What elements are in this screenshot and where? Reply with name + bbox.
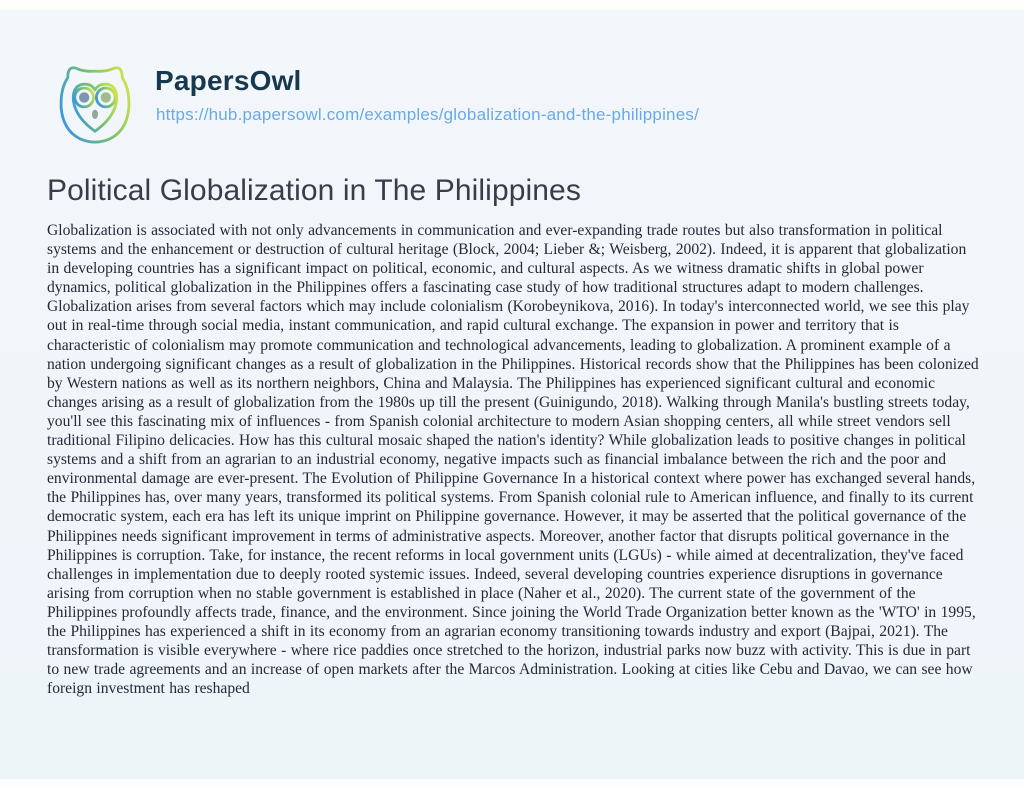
bottom-white-strip xyxy=(0,779,1024,786)
essay-body-text: Globalization is associated with not only advancements in communication and ever-expanding trade routes but also transformation in political systems and the enhancement or destruction of cultural heritage (Block, 2004; Lieber &; Weisberg, 2002). Indeed, it is apparent that globalization in developing countries has a significant impact on political, economic, and cultural aspects. As we witness dramatic shifts in global power dynamics, political globalization in the Philippines offers a fascinating case study of how traditional structures adapt to modern challenges. Globalization arises from several factors which may include colonialism (Korobeynikova, 2016). In today's interconnected world, we see this play out in real-time through social media, instant communication, and rapid cultural exchange. The expansion in power and territory that is characteristic of colonialism may promote communication and technological advancements, leading to globalization. A prominent example of a nation undergoing significant changes as a result of globalization in the Philippines. Historical records show that the Philippines has been colonized by Western nations as well as its northern neighbors, China and Malaysia. The Philippines has experienced significant cultural and economic changes arising as a result of globalization from the 1980s up till the present (Guinigundo, 2018). Walking through Manila's bustling streets today, you'll see this fascinating mix of influences - from Spanish colonial architecture to modern Asian shopping centers, all while street vendors sell traditional Filipino delicacies. How has this cultural mosaic shaped the nation's identity? While globalization leads to positive changes in political systems and a shift from an agrarian to an industrial economy, negative impacts such as financial imbalance between the rich and the poor and environmental damage are ever-present. The Evolution of Philippine Governance In a historical context where power has exchanged several hands, the Philippines has, over many years, transformed its political systems. From Spanish colonial rule to American influence, and finally to its current democratic system, each era has left its unique imprint on Philippine governance. However, it may be asserted that the political governance of the Philippines needs significant improvement in terms of administrative aspects. Moreover, another factor that disrupts political governance in the Philippines is corruption. Take, for instance, the recent reforms in local government units (LGUs) - while aimed at decentralization, they've faced challenges in implementation due to deeply rooted systemic issues. Indeed, several developing countries experience disruptions in governance arising from corruption when no stable government is established in place (Naher et al., 2020). The current state of the government of the Philippines profoundly affects trade, finance, and the environment. Since joining the World Trade Organization better known as the 'WTO' in 1995, the Philippines has experienced a shift in its economy from an agrarian economy transitioning towards industry and export (Bajpai, 2021). The transformation is visible everywhere - where rice paddies once stretched to the horizon, industrial parks now buzz with activity. This is due in part to new trade agreements and an increase of open markets after the Marcos Administration. Looking at cities like Cebu and Davao, we can see how foreign investment has reshaped xyxy=(47,222,979,698)
owl-icon xyxy=(48,57,142,151)
source-url-link[interactable]: https://hub.papersowl.com/examples/globalization-and-the-philippines/ xyxy=(156,105,699,124)
page-title: Political Globalization in The Philippines xyxy=(47,174,581,207)
site-header xyxy=(48,57,978,152)
brand-wordmark: PapersOwl xyxy=(155,65,302,96)
papersowl-owl-logo-icon xyxy=(48,57,142,151)
top-white-strip xyxy=(0,0,1024,10)
